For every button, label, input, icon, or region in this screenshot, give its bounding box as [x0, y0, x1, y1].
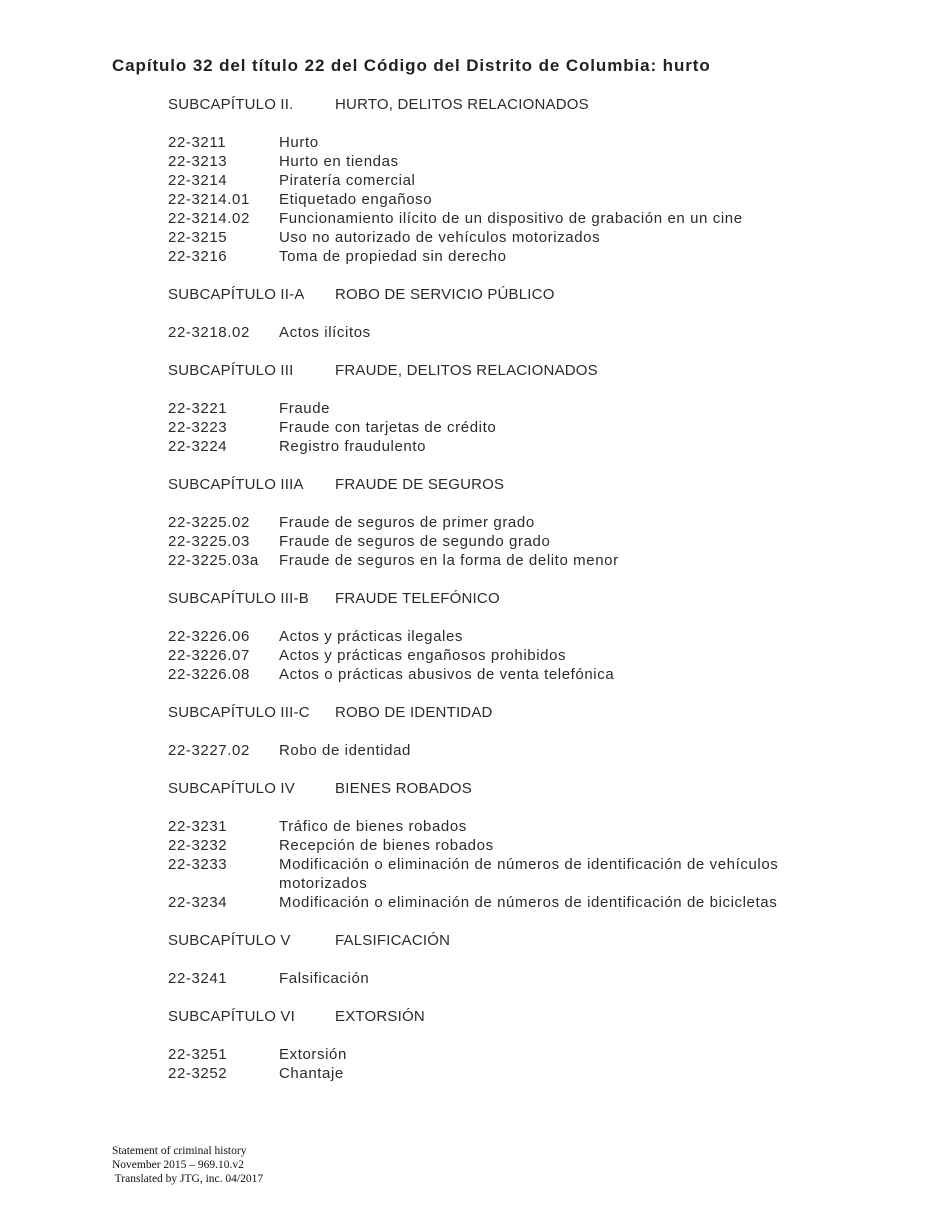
section-code: 22-3211 — [168, 134, 227, 151]
subchapter-name: FALSIFICACIÓN — [335, 932, 451, 949]
section-title: Actos y prácticas ilegales — [279, 628, 464, 645]
section-title: Toma de propiedad sin derecho — [279, 248, 507, 265]
section-title: Falsificación — [279, 970, 370, 987]
subchapter-heading — [168, 475, 848, 494]
list-item — [168, 1045, 848, 1064]
section-title: Etiquetado engañoso — [279, 191, 433, 208]
section-list — [168, 741, 848, 760]
section-code: 22-3226.06 — [168, 628, 250, 645]
section-title: Registro fraudulento — [279, 438, 427, 455]
subchapter-name: EXTORSIÓN — [335, 1008, 425, 1025]
section-code: 22-3251 — [168, 1046, 228, 1063]
subchapter-number: SUBCAPÍTULO III-B — [168, 590, 309, 607]
section-title: Fraude con tarjetas de crédito — [279, 419, 497, 436]
list-item — [168, 665, 848, 684]
chapter-index — [168, 95, 848, 1102]
section-code: 22-3223 — [168, 419, 228, 436]
section-code: 22-3227.02 — [168, 742, 250, 759]
subchapter-name: HURTO, DELITOS RELACIONADOS — [335, 96, 589, 113]
list-item — [168, 133, 848, 152]
section-code: 22-3224 — [168, 438, 228, 455]
list-item — [168, 152, 848, 171]
section-title: Recepción de bienes robados — [279, 837, 494, 854]
list-item — [168, 627, 848, 646]
section-list — [168, 1045, 848, 1083]
section-code: 22-3214.02 — [168, 210, 250, 227]
subchapter-name: ROBO DE SERVICIO PÚBLICO — [335, 286, 555, 303]
subchapter-name: FRAUDE, DELITOS RELACIONADOS — [335, 362, 598, 379]
section-code: 22-3225.02 — [168, 514, 250, 531]
section-title: Hurto — [279, 134, 319, 151]
list-item — [168, 836, 848, 855]
list-item — [168, 969, 848, 988]
section-list — [168, 513, 848, 570]
section-title: Fraude de seguros de segundo grado — [279, 533, 551, 550]
section-list — [168, 133, 848, 266]
list-item — [168, 817, 848, 836]
subchapter-number: SUBCAPÍTULO III-C — [168, 704, 310, 721]
section-code: 22-3252 — [168, 1065, 228, 1082]
section-title: Actos o prácticas abusivos de venta telefónica — [279, 666, 615, 683]
subchapter-heading — [168, 779, 848, 798]
list-item — [168, 646, 848, 665]
list-item — [168, 190, 848, 209]
footer-document-name: Statement of criminal history — [112, 1145, 247, 1157]
page-title: Capítulo 32 del título 22 del Código del Distrito de Columbia: hurto — [112, 56, 711, 75]
section-code: 22-3221 — [168, 400, 228, 417]
subchapter-heading — [168, 1007, 848, 1026]
section-title: Actos ilícitos — [279, 324, 371, 341]
subchapter-name: BIENES ROBADOS — [335, 780, 473, 797]
section-title: Modificación o eliminación de números de identificación de bicicletas — [279, 894, 778, 911]
list-item — [168, 418, 848, 437]
section-list — [168, 399, 848, 456]
subchapter-heading — [168, 589, 848, 608]
list-item — [168, 323, 848, 342]
section-code: 22-3218.02 — [168, 324, 250, 341]
page-footer — [112, 1144, 263, 1186]
section-title: Fraude de seguros en la forma de delito menor — [279, 552, 619, 569]
subchapter-number: SUBCAPÍTULO VI — [168, 1008, 295, 1025]
subchapter-name: FRAUDE TELEFÓNICO — [335, 590, 500, 607]
section-title: Piratería comercial — [279, 172, 416, 189]
section-code: 22-3226.08 — [168, 666, 250, 683]
list-item — [168, 1064, 848, 1083]
list-item — [168, 855, 848, 893]
section-code: 22-3214.01 — [168, 191, 250, 208]
section-title: Extorsión — [279, 1046, 347, 1063]
list-item — [168, 247, 848, 266]
list-item — [168, 513, 848, 532]
subchapter-heading — [168, 285, 848, 304]
section-list — [168, 969, 848, 988]
list-item — [168, 228, 848, 247]
section-code: 22-3214 — [168, 172, 228, 189]
section-code: 22-3215 — [168, 229, 228, 246]
section-code: 22-3233 — [168, 856, 228, 873]
subchapter-heading — [168, 361, 848, 380]
subchapter-heading — [168, 95, 848, 114]
section-title: Funcionamiento ilícito de un dispositivo de grabación en un cine — [279, 210, 743, 227]
subchapter-number: SUBCAPÍTULO V — [168, 932, 291, 949]
section-code: 22-3225.03a — [168, 552, 259, 569]
section-code: 22-3213 — [168, 153, 228, 170]
subchapter-name: FRAUDE DE SEGUROS — [335, 476, 505, 493]
subchapter-heading — [168, 931, 848, 950]
section-title: Modificación o eliminación de números de identificación de vehículos motorizados — [279, 856, 779, 892]
list-item — [168, 532, 848, 551]
section-title: Fraude — [279, 400, 331, 417]
section-list — [168, 817, 848, 912]
section-title: Robo de identidad — [279, 742, 411, 759]
list-item — [168, 399, 848, 418]
section-code: 22-3216 — [168, 248, 228, 265]
section-code: 22-3232 — [168, 837, 228, 854]
list-item — [168, 551, 848, 570]
subchapter-number: SUBCAPÍTULO IV — [168, 780, 295, 797]
list-item — [168, 209, 848, 228]
subchapter-number: SUBCAPÍTULO III — [168, 362, 294, 379]
section-title: Tráfico de bienes robados — [279, 818, 467, 835]
section-title: Uso no autorizado de vehículos motorizados — [279, 229, 601, 246]
section-title: Hurto en tiendas — [279, 153, 399, 170]
section-code: 22-3241 — [168, 970, 228, 987]
section-list — [168, 627, 848, 684]
section-title: Fraude de seguros de primer grado — [279, 514, 535, 531]
section-title: Actos y prácticas engañosos prohibidos — [279, 647, 567, 664]
footer-translation-credit: Translated by JTG, inc. 04/2017 — [112, 1173, 264, 1185]
section-list — [168, 323, 848, 342]
section-code: 22-3225.03 — [168, 533, 250, 550]
section-code: 22-3226.07 — [168, 647, 250, 664]
list-item — [168, 893, 848, 912]
section-title: Chantaje — [279, 1065, 344, 1082]
footer-version: November 2015 – 969.10.v2 — [112, 1159, 244, 1171]
subchapter-name: ROBO DE IDENTIDAD — [335, 704, 493, 721]
section-code: 22-3234 — [168, 894, 228, 911]
list-item — [168, 437, 848, 456]
subchapter-number: SUBCAPÍTULO II-A — [168, 286, 305, 303]
section-code: 22-3231 — [168, 818, 228, 835]
subchapter-number: SUBCAPÍTULO II. — [168, 96, 294, 113]
subchapter-number: SUBCAPÍTULO IIIA — [168, 476, 304, 493]
subchapter-heading — [168, 703, 848, 722]
list-item — [168, 741, 848, 760]
list-item — [168, 171, 848, 190]
